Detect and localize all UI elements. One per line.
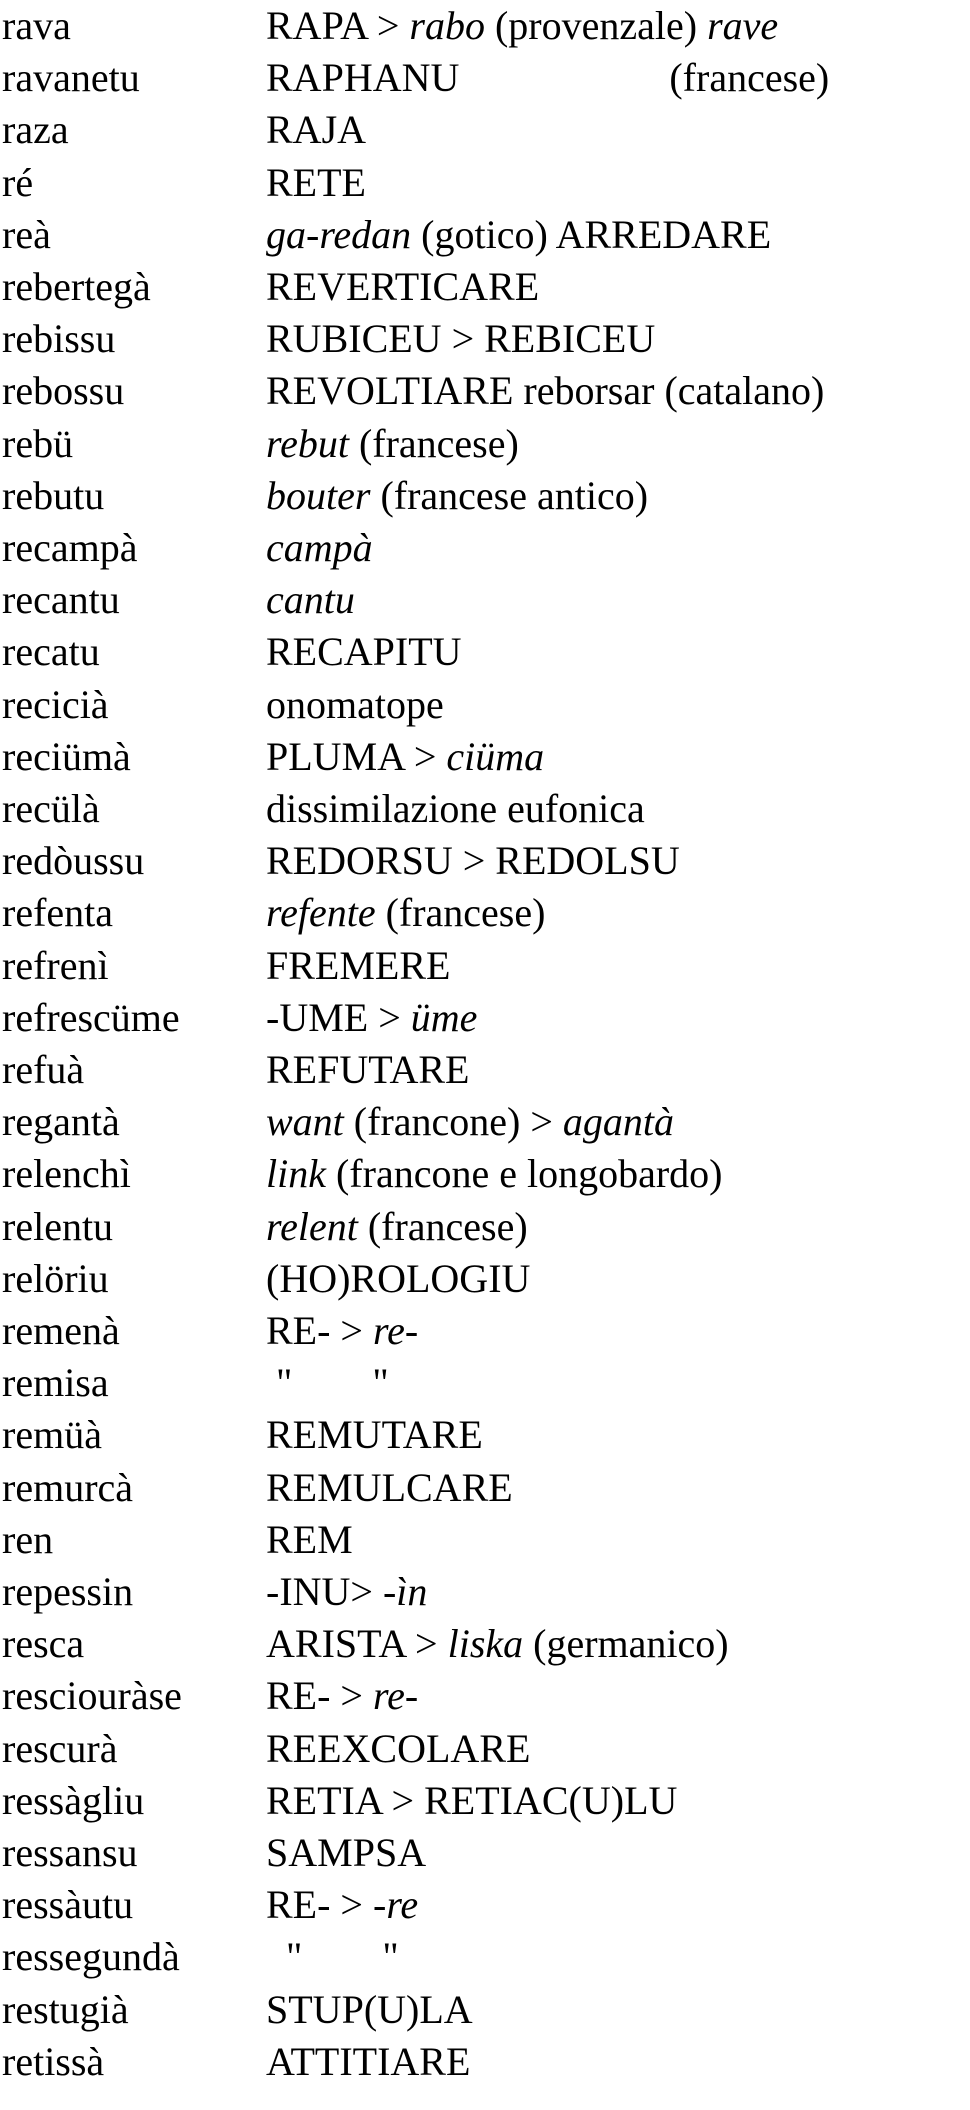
entry-etymology xyxy=(266,1044,469,1096)
entry-etymology xyxy=(266,1462,513,1514)
etymology-segment: REFUTARE xyxy=(266,1047,470,1092)
etymology-segment: FREMERE xyxy=(266,942,451,988)
etymology-segment: RE- > xyxy=(266,1882,373,1928)
entry-etymology xyxy=(266,1357,389,1409)
etymology-segment: (francone) > xyxy=(343,1099,563,1145)
entry-row xyxy=(0,1984,970,2036)
entry-term: ressegundà xyxy=(2,1934,180,1980)
etymology-segment: (francese) xyxy=(348,420,519,466)
entry-term: refuà xyxy=(2,1047,85,1092)
entry-term: rebü xyxy=(2,420,74,466)
entry-term: rebutu xyxy=(2,472,105,518)
entry-etymology xyxy=(266,470,648,522)
entry-row xyxy=(0,992,970,1044)
entry-etymology xyxy=(266,1305,418,1357)
entry-etymology xyxy=(266,1618,729,1670)
etymology-segment: STUP(U)LA xyxy=(266,1986,473,2032)
entry-term: ressansu xyxy=(2,1830,138,1875)
entry-term: redòussu xyxy=(2,838,145,884)
etymology-segment: -INU> xyxy=(266,1569,383,1614)
entry-row xyxy=(0,2036,970,2088)
etymology-segment: REMULCARE xyxy=(266,1464,513,1510)
entry-etymology xyxy=(266,574,355,626)
etymology-segment: RE- > xyxy=(266,1673,373,1719)
entry-etymology xyxy=(266,0,778,52)
entry-row xyxy=(0,209,970,261)
etymology-italic-segment: -re xyxy=(373,1882,419,1928)
etymology-segment: " " xyxy=(266,1360,389,1406)
etymology-italic-segment: want xyxy=(266,1099,344,1145)
etymology-segment: (francese) xyxy=(357,1203,528,1249)
etymology-italic-segment: -ìn xyxy=(382,1569,428,1614)
etymology-italic-segment: relent xyxy=(266,1203,358,1249)
etymology-segment: (HO)ROLOGIU xyxy=(266,1255,531,1301)
entry-row xyxy=(0,1670,970,1722)
entry-etymology xyxy=(266,1931,399,1983)
etymology-italic-segment: link xyxy=(266,1151,326,1197)
entry-term: rescurà xyxy=(2,1725,118,1771)
entry-etymology xyxy=(266,992,477,1044)
entry-etymology xyxy=(266,261,539,313)
etymology-segment: REMUTARE xyxy=(266,1412,483,1458)
entry-row xyxy=(0,679,970,731)
etymology-segment: ATTITIARE xyxy=(266,2038,471,2084)
entry-term: recampà xyxy=(2,525,138,570)
entry-term: ravanetu xyxy=(2,55,140,101)
entry-term: remisa xyxy=(2,1360,109,1406)
entry-etymology xyxy=(266,940,450,992)
entry-etymology xyxy=(266,1775,677,1827)
etymology-italic-segment: cantu xyxy=(266,577,355,623)
entry-term: repessin xyxy=(2,1569,134,1614)
entry-term: resciouràse xyxy=(2,1673,182,1719)
entry-row xyxy=(0,1931,970,1983)
etymology-segment: (francese antico) xyxy=(370,472,649,518)
entry-row xyxy=(0,313,970,365)
entry-row xyxy=(0,365,970,417)
etymology-segment: RAPHANU xyxy=(266,55,460,101)
etymology-segment: RAJA xyxy=(266,107,367,153)
entry-row xyxy=(0,1253,970,1305)
entry-row xyxy=(0,1723,970,1775)
entry-etymology xyxy=(266,52,829,104)
etymology-segment: (francese) xyxy=(375,890,546,936)
etymology-italic-segment: campà xyxy=(266,525,373,570)
entry-etymology xyxy=(266,679,444,731)
entry-term: retissà xyxy=(2,2038,105,2084)
entry-row xyxy=(0,1618,970,1670)
etymology-italic-segment: rave xyxy=(707,3,779,48)
entry-term: ren xyxy=(2,1516,54,1562)
entry-term: refenta xyxy=(2,890,114,936)
entry-term: rebertegà xyxy=(2,264,151,309)
etymology-segment: onomatope xyxy=(266,681,444,727)
entry-etymology xyxy=(266,522,373,574)
etymology-segment: REVOLTIARE reborsar (catalano) xyxy=(266,368,825,414)
etymology-segment: -UME > xyxy=(266,994,411,1040)
entry-etymology xyxy=(266,1514,353,1566)
entry-term: remurcà xyxy=(2,1464,134,1510)
etymology-segment: (gotico) ARREDARE xyxy=(411,211,772,257)
entry-row xyxy=(0,1357,970,1409)
entry-row xyxy=(0,52,970,104)
entry-etymology xyxy=(266,1201,528,1253)
entry-row xyxy=(0,0,970,52)
entry-etymology xyxy=(266,1409,483,1461)
entry-row xyxy=(0,731,970,783)
etymology-segment: (francese) xyxy=(669,55,830,101)
entry-row xyxy=(0,1879,970,1931)
etymology-segment: REEXCOLARE xyxy=(266,1725,531,1771)
entry-row xyxy=(0,887,970,939)
entry-term: rebossu xyxy=(2,368,125,414)
entry-etymology xyxy=(266,1566,427,1618)
entry-etymology xyxy=(266,157,366,209)
entry-row xyxy=(0,104,970,156)
etymology-segment: REM xyxy=(266,1516,353,1562)
entry-row xyxy=(0,261,970,313)
entry-etymology xyxy=(266,1879,418,1931)
entry-row xyxy=(0,940,970,992)
entry-row xyxy=(0,157,970,209)
entry-term: rava xyxy=(2,3,71,48)
entry-term: refrescüme xyxy=(2,994,180,1040)
etymology-segment: RETE xyxy=(266,159,366,205)
entry-etymology xyxy=(266,835,680,887)
entry-term: relenchì xyxy=(2,1151,131,1197)
entry-term: ressàgliu xyxy=(2,1777,145,1823)
etymology-segment: (provenzale) xyxy=(484,3,708,48)
entry-etymology xyxy=(266,209,771,261)
entry-row xyxy=(0,418,970,470)
entry-etymology xyxy=(266,783,645,835)
entry-row xyxy=(0,1514,970,1566)
etymology-segment: ARISTA > xyxy=(266,1621,448,1667)
entry-etymology xyxy=(266,1670,418,1722)
entry-etymology xyxy=(266,313,655,365)
entry-row xyxy=(0,626,970,678)
entry-term: recantu xyxy=(2,577,120,623)
entry-term: resca xyxy=(2,1621,85,1667)
entry-term: reà xyxy=(2,211,51,257)
entry-term: relöriu xyxy=(2,1255,109,1301)
etymology-italic-segment: liska xyxy=(447,1621,524,1667)
etymology-segment: (germanico) xyxy=(523,1621,729,1667)
entry-row xyxy=(0,522,970,574)
entry-term: ré xyxy=(2,159,34,205)
etymology-segment: RECAPITU xyxy=(266,629,462,675)
etymology-italic-segment: ciüma xyxy=(446,733,545,779)
etymology-italic-segment: re- xyxy=(373,1308,419,1353)
entry-etymology xyxy=(266,731,544,783)
entry-etymology xyxy=(266,418,519,470)
entry-term: reciümà xyxy=(2,733,131,779)
etymology-italic-segment: refente xyxy=(266,890,376,936)
etymology-segment: " " xyxy=(266,1934,399,1980)
entry-row xyxy=(0,1201,970,1253)
entry-term: relentu xyxy=(2,1203,114,1249)
entry-etymology xyxy=(266,1827,426,1879)
etymology-segment: RETIA > RETIAC(U)LU xyxy=(266,1777,678,1823)
entry-row xyxy=(0,1096,970,1148)
etymology-segment: REDORSU > REDOLSU xyxy=(266,838,680,884)
entry-term: remenà xyxy=(2,1308,120,1353)
entry-etymology xyxy=(266,1984,473,2036)
entry-etymology xyxy=(266,887,545,939)
etymology-italic-segment: agantà xyxy=(562,1099,675,1145)
entry-etymology xyxy=(266,2036,470,2088)
etymology-segment: RUBICEU > REBICEU xyxy=(266,316,656,362)
entry-row xyxy=(0,1462,970,1514)
etymology-segment: PLUMA > xyxy=(266,733,447,779)
entry-etymology xyxy=(266,1148,722,1200)
entry-etymology xyxy=(266,104,366,156)
entry-row xyxy=(0,1044,970,1096)
entry-term: refrenì xyxy=(2,942,109,988)
etymology-italic-segment: bouter xyxy=(266,472,371,518)
entry-term: recülà xyxy=(2,786,100,831)
entry-term: ressàutu xyxy=(2,1882,134,1928)
entry-etymology xyxy=(266,626,462,678)
entry-row xyxy=(0,783,970,835)
entry-term: remüà xyxy=(2,1412,102,1458)
entry-term: recatu xyxy=(2,629,100,675)
entry-row xyxy=(0,574,970,626)
entry-row xyxy=(0,470,970,522)
entry-row xyxy=(0,1409,970,1461)
entry-etymology xyxy=(266,365,824,417)
etymology-italic-segment: re- xyxy=(373,1673,419,1719)
entry-row xyxy=(0,1148,970,1200)
entry-term: recicià xyxy=(2,681,109,727)
etymology-segment: dissimilazione eufonica xyxy=(266,786,645,831)
entry-row xyxy=(0,1775,970,1827)
etymology-segment: SAMPSA xyxy=(266,1830,427,1875)
entry-row xyxy=(0,835,970,887)
etymology-italic-segment: rabo xyxy=(409,3,485,48)
entry-term: raza xyxy=(2,107,69,153)
etymology-segment: REVERTICARE xyxy=(266,264,540,309)
entry-row xyxy=(0,1827,970,1879)
etymology-italic-segment: üme xyxy=(410,994,478,1040)
entry-row xyxy=(0,1566,970,1618)
entry-term: restugià xyxy=(2,1986,129,2032)
entry-row xyxy=(0,1305,970,1357)
etymology-segment: (francone e longobardo) xyxy=(325,1151,723,1197)
entry-term: rebissu xyxy=(2,316,116,362)
entry-etymology xyxy=(266,1253,530,1305)
etymology-italic-segment: ga-redan xyxy=(266,211,412,257)
etymology-segment: RE- > xyxy=(266,1308,373,1353)
entry-etymology xyxy=(266,1723,530,1775)
etymology-italic-segment: rebut xyxy=(266,420,349,466)
etymology-segment: RAPA > xyxy=(266,3,410,48)
entry-etymology xyxy=(266,1096,674,1148)
entry-term: regantà xyxy=(2,1099,120,1145)
